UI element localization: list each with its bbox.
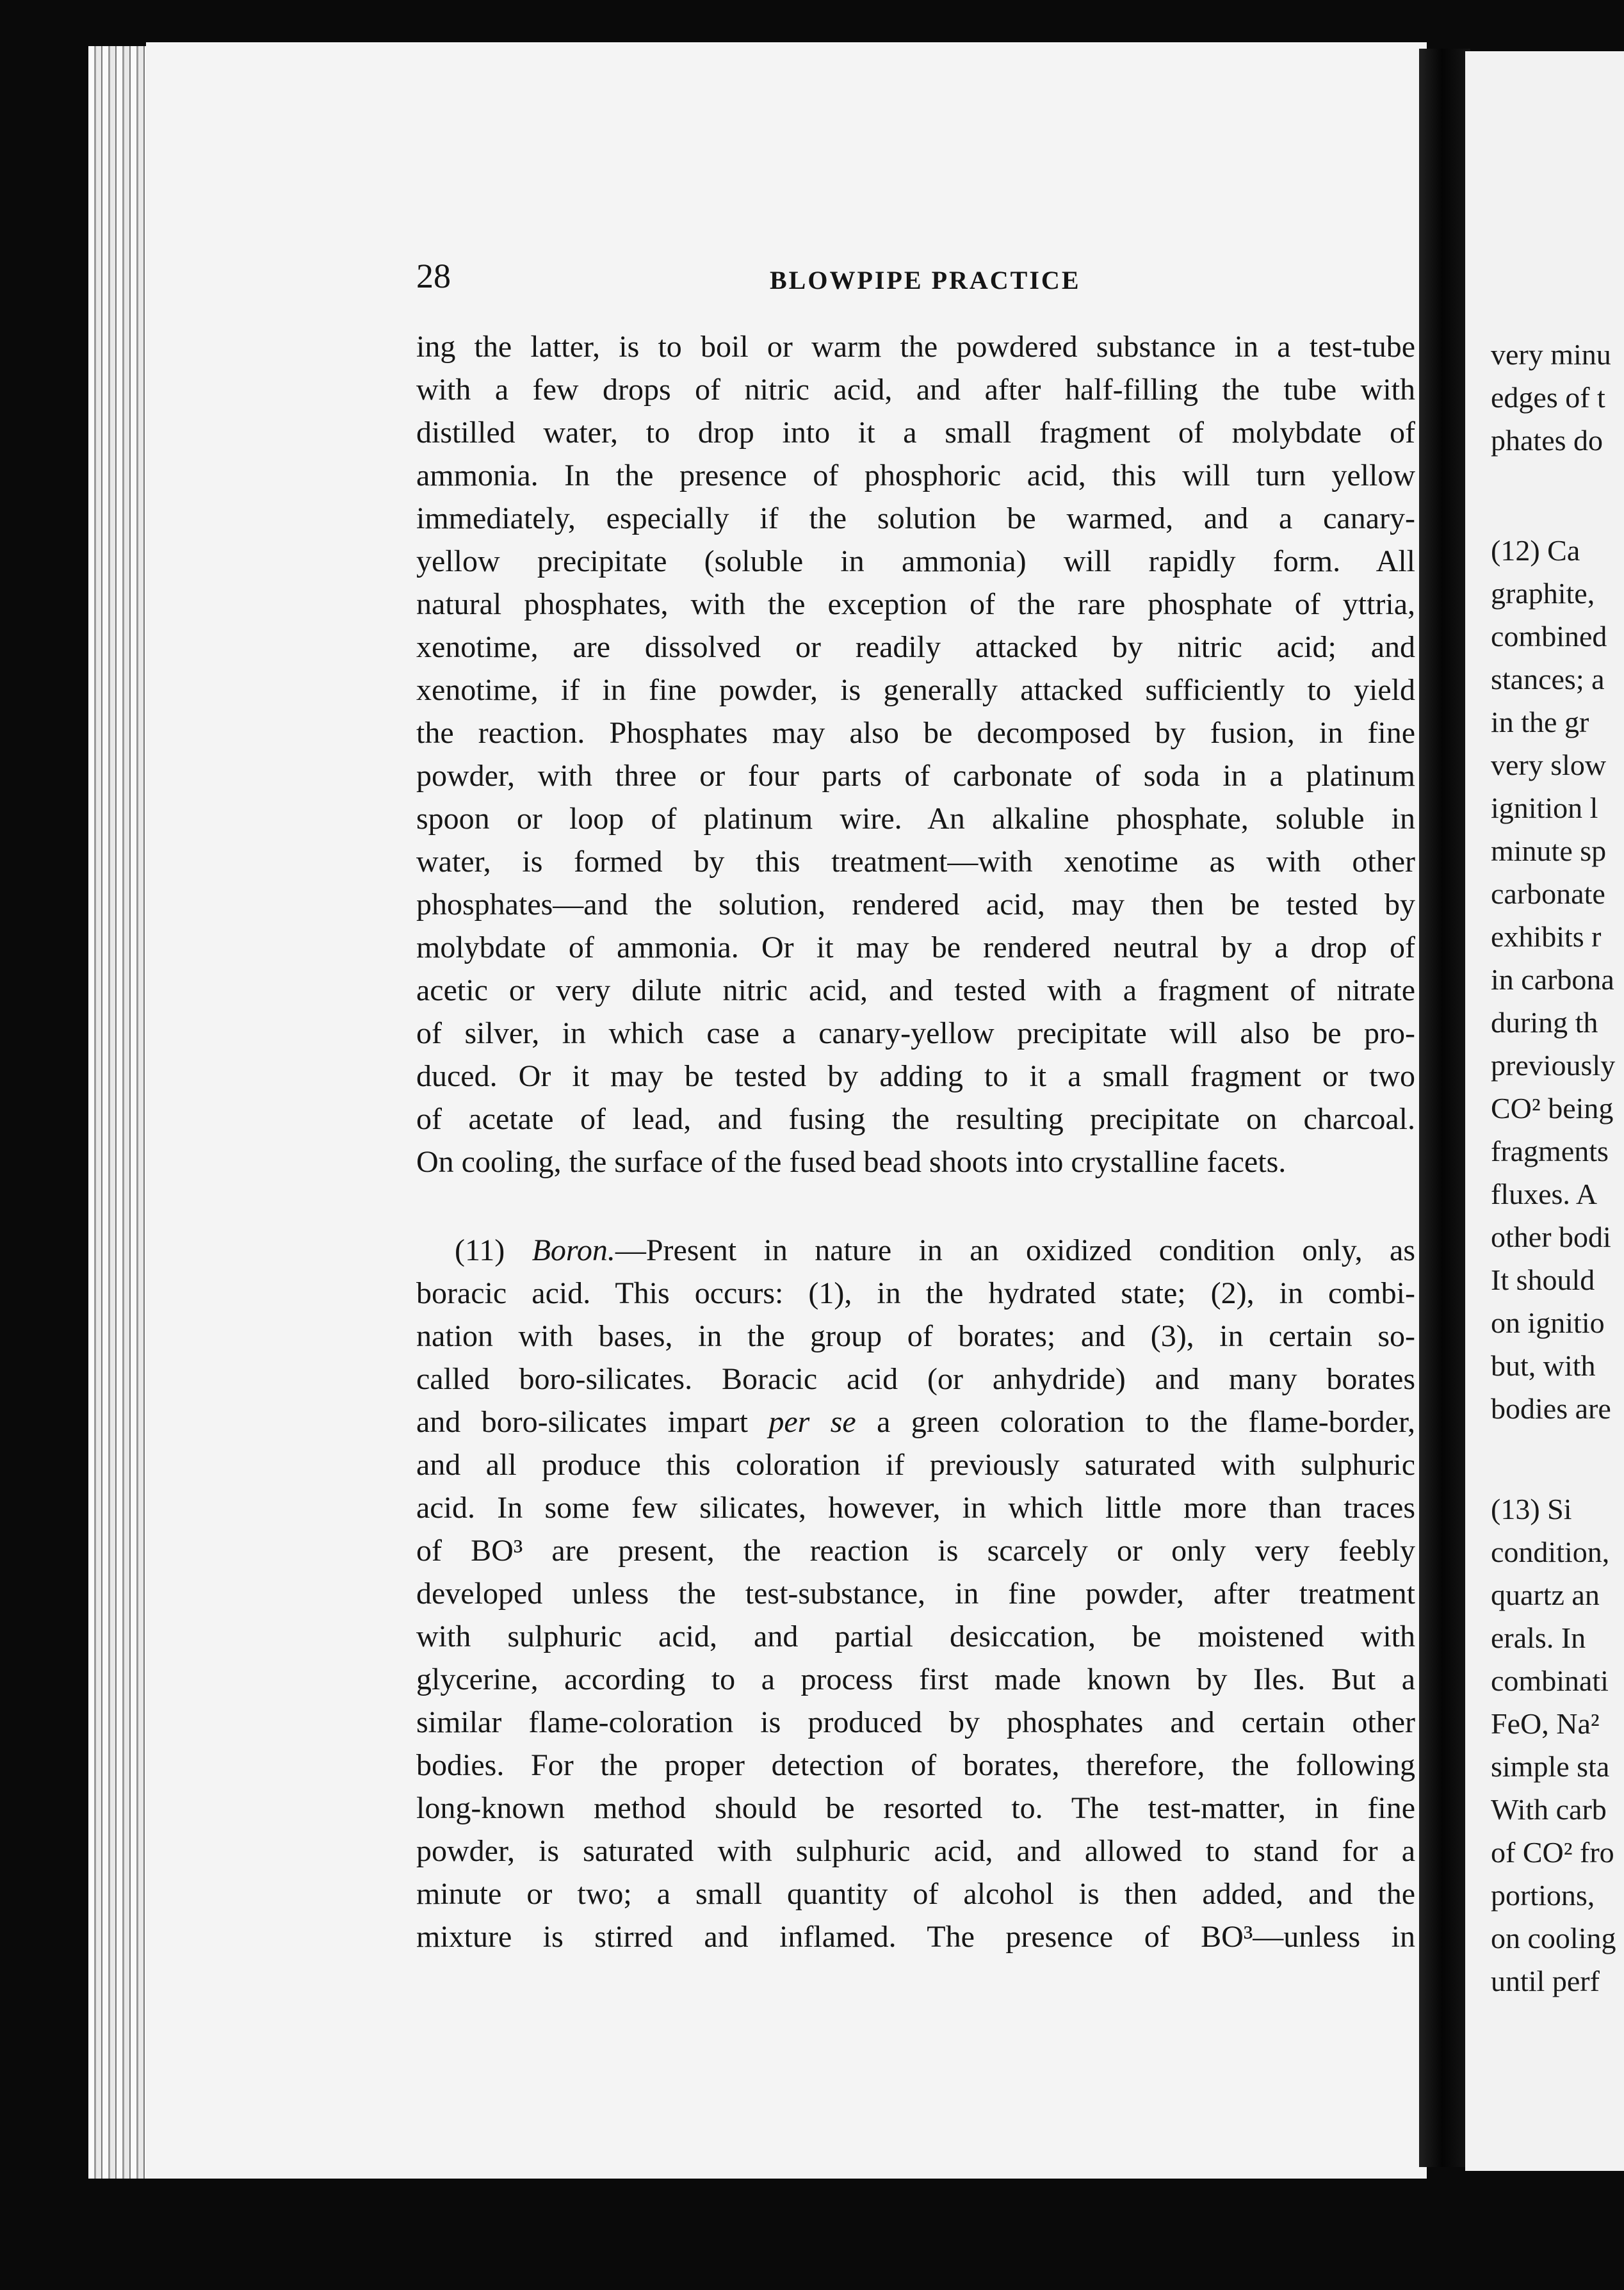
right-page-line: phates do [1491, 424, 1604, 457]
right-page-line: FeO, Na² [1491, 1707, 1600, 1740]
page-body [416, 325, 1415, 1958]
right-page-line: CO² being [1491, 1092, 1614, 1125]
right-page-line: condition, [1491, 1536, 1610, 1568]
text-line: acid. In some few silicates, however, in which little more than traces [416, 1491, 1415, 1525]
text-line: nation with bases, in the group of borates; and (3), in certain so- [416, 1319, 1415, 1353]
right-page-line: It should [1491, 1263, 1595, 1296]
text-line: similar flame-coloration is produced by phosphates and certain other [416, 1705, 1415, 1739]
text-line: of BO³ are present, the reaction is scarcely or only very feebly [416, 1534, 1415, 1568]
text-line: yellow precipitate (soluble in ammonia) will rapidly form. All [416, 544, 1415, 578]
text-line: acetic or very dilute nitric acid, and tested with a fragment of nitrate [416, 973, 1415, 1007]
text-line: —Present in nature in an oxidized condition only, as [615, 1233, 1416, 1267]
right-page-line: simple sta [1491, 1750, 1610, 1783]
right-page-line: combined [1491, 620, 1607, 653]
text-line: called boro-silicates. Boracic acid (or anhydride) and many borates [416, 1362, 1415, 1396]
text-line: On cooling, the surface of the fused bead shoots into crystalline facets. [416, 1145, 1287, 1179]
right-page-line: on ignitio [1491, 1306, 1605, 1339]
text-line: spoon or loop of platinum wire. An alkaline phosphate, soluble in [416, 802, 1415, 836]
text-line: the reaction. Phosphates may also be decomposed by fusion, in fine [416, 716, 1415, 750]
text-line: immediately, especially if the solution be warmed, and a canary- [416, 501, 1415, 535]
section-heading: Boron. [532, 1233, 615, 1267]
right-page-line: exhibits r [1491, 920, 1602, 953]
text-line: molybdate of ammonia. Or it may be rendered neutral by a drop of [416, 930, 1415, 964]
text-line: ammonia. In the presence of phosphoric acid, this will turn yellow [416, 459, 1415, 492]
right-page-line: until perf [1491, 1965, 1600, 1997]
boron-first-line [416, 1229, 1415, 1272]
text-line: with sulphuric acid, and partial desiccation, be moistened with [416, 1620, 1415, 1653]
text-line: ing the latter, is to boil or warm the powdered substance in a test-tube [416, 330, 1415, 364]
right-page-line: bodies are [1491, 1392, 1611, 1425]
section-number: (11) [455, 1233, 505, 1267]
right-page-line: fluxes. A [1491, 1178, 1598, 1210]
right-page-line: quartz an [1491, 1579, 1600, 1611]
right-page-text [1491, 333, 1624, 2002]
right-page-line: other bodi [1491, 1221, 1611, 1253]
right-page-line: during th [1491, 1006, 1598, 1039]
text-line: distilled water, to drop into it a small fragment of molybdate of [416, 416, 1415, 450]
right-page [1465, 51, 1624, 2171]
page-title: BLOWPIPE PRACTICE [770, 266, 1081, 295]
right-page-line: portions, [1491, 1879, 1595, 1912]
page-number: 28 [416, 257, 451, 295]
right-page-line: edges of t [1491, 381, 1605, 414]
text-line: long-known method should be resorted to. The test-matter, in fine [416, 1791, 1415, 1825]
text-line: duced. Or it may be tested by adding to it a small fragment or two [416, 1059, 1415, 1093]
text-line: xenotime, if in fine powder, is generally attacked sufficiently to yield [416, 673, 1415, 707]
right-page-line: in the gr [1491, 706, 1589, 738]
right-page-line: (13) Si [1491, 1493, 1572, 1525]
right-page-line: combinati [1491, 1664, 1609, 1697]
text-line: xenotime, are dissolved or readily attacked by nitric acid; and [416, 630, 1415, 664]
text-line: with a few drops of nitric acid, and after half-filling the tube with [416, 373, 1415, 407]
right-page-line: in carbona [1491, 963, 1614, 996]
right-page-line: previously [1491, 1049, 1616, 1082]
right-page-line: graphite, [1491, 577, 1595, 610]
paragraph-boron [416, 1229, 1415, 1958]
right-page-line: very minu [1491, 338, 1611, 371]
text-line: boracic acid. This occurs: (1), in the hydrated state; (2), in combi- [416, 1276, 1415, 1310]
right-page-line: very slow [1491, 749, 1607, 781]
text-line: and all produce this coloration if previously saturated with sulphuric [416, 1448, 1415, 1482]
text-line: mixture is stirred and inflamed. The presence of BO³—unless in [416, 1920, 1415, 1954]
text-line: water, is formed by this treatment—with xenotime as with other [416, 845, 1415, 879]
text-line: powder, is saturated with sulphuric acid, and allowed to stand for a [416, 1834, 1415, 1868]
right-page-line: With carb [1491, 1793, 1607, 1826]
text-line: and boro-silicates impart per se a green coloration to the flame-border, [416, 1405, 1416, 1439]
right-page-line: but, with [1491, 1349, 1596, 1382]
right-page-line: (12) Ca [1491, 534, 1580, 567]
right-page-line: fragments [1491, 1135, 1609, 1167]
italic-phrase: per se [768, 1405, 856, 1439]
right-page-line: minute sp [1491, 834, 1607, 867]
page-edges [88, 46, 147, 2179]
right-page-line: on cooling [1491, 1922, 1616, 1954]
text-line: developed unless the test-substance, in fine powder, after treatment [416, 1577, 1415, 1611]
right-page-line: ignition l [1491, 792, 1598, 824]
text-line: glycerine, according to a process first made known by Iles. But a [416, 1662, 1415, 1696]
right-page-line: of CO² fro [1491, 1836, 1614, 1869]
text-line: powder, with three or four parts of carbonate of soda in a platinum [416, 759, 1415, 793]
text-line: of acetate of lead, and fusing the resulting precipitate on charcoal. [416, 1102, 1415, 1136]
paragraph-phosphorus [416, 325, 1415, 1183]
text-line: of silver, in which case a canary-yellow precipitate will also be pro- [416, 1016, 1415, 1050]
text-line: natural phosphates, with the exception of the rare phosphate of yttria, [416, 587, 1415, 621]
right-page-line: erals. In [1491, 1621, 1586, 1654]
text-line: minute or two; a small quantity of alcohol is then added, and the [416, 1877, 1415, 1911]
running-header [416, 256, 1415, 301]
text-line: bodies. For the proper detection of borates, therefore, the following [416, 1748, 1415, 1782]
right-page-line: stances; a [1491, 663, 1605, 695]
text-line: phosphates—and the solution, rendered acid, may then be tested by [416, 888, 1415, 922]
right-page-line: carbonate [1491, 877, 1605, 910]
gutter-shadow [1419, 49, 1470, 2167]
